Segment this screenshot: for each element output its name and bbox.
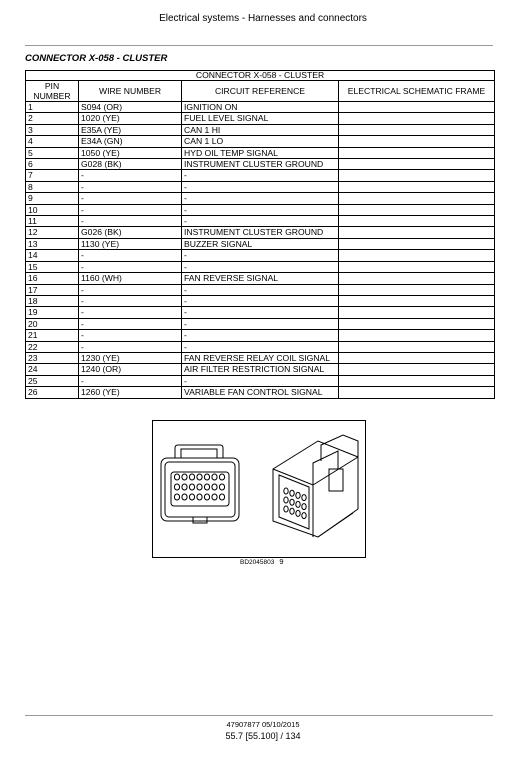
schematic-frame-cell	[339, 147, 495, 158]
schematic-frame-cell	[339, 204, 495, 215]
pin-number-cell: 12	[26, 227, 79, 238]
schematic-frame-cell	[339, 102, 495, 113]
circuit-reference-cell: -	[182, 375, 339, 386]
pin-cavity	[182, 494, 187, 500]
table-row	[26, 273, 495, 284]
pin-cavity	[290, 508, 294, 514]
table-row	[26, 375, 495, 386]
pin-cavity	[189, 484, 194, 490]
circuit-reference-cell: IGNITION ON	[182, 102, 339, 113]
table-row	[26, 159, 495, 170]
wire-number-cell: S094 (OR)	[79, 102, 182, 113]
column-header-wire-number: WIRE NUMBER	[79, 81, 182, 102]
wire-number-cell: -	[79, 170, 182, 181]
pin-cavity	[189, 494, 194, 500]
schematic-frame-cell	[339, 330, 495, 341]
circuit-reference-cell: -	[182, 307, 339, 318]
pin-cavity	[284, 506, 288, 512]
circuit-reference-cell: INSTRUMENT CLUSTER GROUND	[182, 159, 339, 170]
pin-cavity	[284, 488, 288, 494]
wire-number-cell: G026 (BK)	[79, 227, 182, 238]
table-row	[26, 147, 495, 158]
pin-number-cell: 10	[26, 204, 79, 215]
pin-cavity	[197, 484, 202, 490]
pin-number-cell: 26	[26, 387, 79, 398]
schematic-frame-cell	[339, 238, 495, 249]
wire-number-cell: -	[79, 250, 182, 261]
pin-number-cell: 7	[26, 170, 79, 181]
circuit-reference-cell: AIR FILTER RESTRICTION SIGNAL	[182, 364, 339, 375]
connector-isometric-view	[273, 435, 358, 537]
wire-number-cell: 1020 (YE)	[79, 113, 182, 124]
connector-front-view	[161, 445, 239, 523]
pin-cavity	[204, 484, 209, 490]
schematic-frame-cell	[339, 273, 495, 284]
wire-number-cell: 1230 (YE)	[79, 352, 182, 363]
pin-cavity	[219, 494, 224, 500]
pin-cavity	[302, 504, 306, 510]
circuit-reference-cell: BUZZER SIGNAL	[182, 238, 339, 249]
wire-number-cell: -	[79, 261, 182, 272]
pin-number-cell: 21	[26, 330, 79, 341]
pin-cavity	[212, 494, 217, 500]
table-row	[26, 193, 495, 204]
connector-pin-table	[25, 70, 495, 399]
pin-number-cell: 18	[26, 295, 79, 306]
wire-number-cell: E34A (GN)	[79, 136, 182, 147]
page-header: Electrical systems - Harnesses and connectors	[159, 13, 367, 24]
pin-cavity	[290, 499, 294, 505]
pin-number-cell: 19	[26, 307, 79, 318]
circuit-reference-cell: HYD OIL TEMP SIGNAL	[182, 147, 339, 158]
circuit-reference-cell: -	[182, 216, 339, 227]
pin-cavity	[302, 495, 306, 501]
circuit-reference-cell: FAN REVERSE RELAY COIL SIGNAL	[182, 352, 339, 363]
connector-illustration	[153, 421, 365, 557]
circuit-reference-cell: FUEL LEVEL SIGNAL	[182, 113, 339, 124]
section-title: CONNECTOR X-058 - CLUSTER	[25, 53, 168, 64]
pin-cavity	[296, 492, 300, 498]
figure-caption	[240, 557, 284, 566]
figure-id: BD2045803	[240, 559, 275, 566]
table-row	[26, 250, 495, 261]
footer-rule	[25, 715, 493, 716]
table-row	[26, 364, 495, 375]
wire-number-cell: 1260 (YE)	[79, 387, 182, 398]
pin-cavity	[204, 474, 209, 480]
column-header-schematic-frame: ELECTRICAL SCHEMATIC FRAME	[339, 81, 495, 102]
table-row	[26, 124, 495, 135]
wire-number-cell: -	[79, 216, 182, 227]
schematic-frame-cell	[339, 352, 495, 363]
circuit-reference-cell: -	[182, 193, 339, 204]
table-row	[26, 170, 495, 181]
pin-cavity	[302, 513, 306, 519]
column-header-circuit-reference: CIRCUIT REFERENCE	[182, 81, 339, 102]
table-row	[26, 307, 495, 318]
wire-number-cell: -	[79, 284, 182, 295]
circuit-reference-cell: -	[182, 295, 339, 306]
table-title: CONNECTOR X-058 - CLUSTER	[26, 71, 495, 81]
schematic-frame-cell	[339, 284, 495, 295]
wire-number-cell: -	[79, 341, 182, 352]
table-row	[26, 284, 495, 295]
wire-number-cell: 1240 (OR)	[79, 364, 182, 375]
circuit-reference-cell: INSTRUMENT CLUSTER GROUND	[182, 227, 339, 238]
pin-cavity	[296, 510, 300, 516]
circuit-reference-cell: CAN 1 HI	[182, 124, 339, 135]
wire-number-cell: -	[79, 375, 182, 386]
schematic-frame-cell	[339, 159, 495, 170]
pin-number-cell: 20	[26, 318, 79, 329]
circuit-reference-cell: -	[182, 261, 339, 272]
schematic-frame-cell	[339, 341, 495, 352]
wire-number-cell: -	[79, 204, 182, 215]
schematic-frame-cell	[339, 375, 495, 386]
pin-number-cell: 4	[26, 136, 79, 147]
pin-cavity	[174, 484, 179, 490]
schematic-frame-cell	[339, 295, 495, 306]
circuit-reference-cell: -	[182, 330, 339, 341]
pin-cavity	[219, 484, 224, 490]
pin-number-cell: 9	[26, 193, 79, 204]
footer-doc-line: 47907877 05/10/2015	[226, 720, 300, 729]
schematic-frame-cell	[339, 113, 495, 124]
pin-number-cell: 15	[26, 261, 79, 272]
pin-number-cell: 16	[26, 273, 79, 284]
table-row	[26, 261, 495, 272]
header-rule	[25, 45, 493, 46]
schematic-frame-cell	[339, 193, 495, 204]
pin-number-cell: 25	[26, 375, 79, 386]
footer-page-line: 55.7 [55.100] / 134	[225, 731, 301, 741]
table-row	[26, 113, 495, 124]
circuit-reference-cell: CAN 1 LO	[182, 136, 339, 147]
pin-cavity	[212, 474, 217, 480]
circuit-reference-cell: -	[182, 181, 339, 192]
table-row	[26, 204, 495, 215]
wire-number-cell: -	[79, 330, 182, 341]
wire-number-cell: -	[79, 318, 182, 329]
column-header-pin-number: PIN NUMBER	[26, 81, 79, 102]
pin-cavity	[290, 490, 294, 496]
pin-cavity	[219, 474, 224, 480]
wire-number-cell: -	[79, 193, 182, 204]
schematic-frame-cell	[339, 227, 495, 238]
circuit-reference-cell: -	[182, 284, 339, 295]
table-body	[26, 102, 495, 399]
schematic-frame-cell	[339, 216, 495, 227]
schematic-frame-cell	[339, 250, 495, 261]
pin-number-cell: 11	[26, 216, 79, 227]
pin-number-cell: 22	[26, 341, 79, 352]
wire-number-cell: E35A (YE)	[79, 124, 182, 135]
table-row	[26, 387, 495, 398]
schematic-frame-cell	[339, 318, 495, 329]
circuit-reference-cell: FAN REVERSE SIGNAL	[182, 273, 339, 284]
pin-number-cell: 3	[26, 124, 79, 135]
wire-number-cell: -	[79, 307, 182, 318]
pin-cavity	[197, 474, 202, 480]
table-row	[26, 295, 495, 306]
table-row	[26, 181, 495, 192]
pin-number-cell: 5	[26, 147, 79, 158]
pin-number-cell: 1	[26, 102, 79, 113]
wire-number-cell: -	[79, 181, 182, 192]
pin-cavity	[182, 474, 187, 480]
pin-cavity	[189, 474, 194, 480]
table-row	[26, 330, 495, 341]
pin-number-cell: 8	[26, 181, 79, 192]
pin-number-cell: 6	[26, 159, 79, 170]
pin-number-cell: 2	[26, 113, 79, 124]
wire-number-cell: G028 (BK)	[79, 159, 182, 170]
schematic-frame-cell	[339, 261, 495, 272]
connector-figure	[152, 420, 366, 558]
wire-number-cell: 1130 (YE)	[79, 238, 182, 249]
circuit-reference-cell: -	[182, 204, 339, 215]
pin-number-cell: 23	[26, 352, 79, 363]
pin-cavity	[182, 484, 187, 490]
table-row	[26, 136, 495, 147]
schematic-frame-cell	[339, 136, 495, 147]
schematic-frame-cell	[339, 387, 495, 398]
pin-cavity	[284, 497, 288, 503]
pin-number-cell: 24	[26, 364, 79, 375]
pin-cavity	[212, 484, 217, 490]
pin-cavity	[174, 494, 179, 500]
pin-cavity	[197, 494, 202, 500]
pin-cavity	[296, 501, 300, 507]
wire-number-cell: -	[79, 295, 182, 306]
schematic-frame-cell	[339, 181, 495, 192]
pin-cavity	[204, 494, 209, 500]
table-row	[26, 341, 495, 352]
figure-number: 9	[279, 557, 284, 566]
circuit-reference-cell: -	[182, 318, 339, 329]
table-row	[26, 352, 495, 363]
schematic-frame-cell	[339, 124, 495, 135]
pin-number-cell: 13	[26, 238, 79, 249]
table-row	[26, 102, 495, 113]
schematic-frame-cell	[339, 307, 495, 318]
circuit-reference-cell: -	[182, 341, 339, 352]
table-row	[26, 238, 495, 249]
pin-number-cell: 14	[26, 250, 79, 261]
pin-cavity	[174, 474, 179, 480]
schematic-frame-cell	[339, 170, 495, 181]
table-row	[26, 227, 495, 238]
schematic-frame-cell	[339, 364, 495, 375]
circuit-reference-cell: VARIABLE FAN CONTROL SIGNAL	[182, 387, 339, 398]
wire-number-cell: 1160 (WH)	[79, 273, 182, 284]
circuit-reference-cell: -	[182, 170, 339, 181]
circuit-reference-cell: -	[182, 250, 339, 261]
pin-number-cell: 17	[26, 284, 79, 295]
wire-number-cell: 1050 (YE)	[79, 147, 182, 158]
table-row	[26, 216, 495, 227]
table-row	[26, 318, 495, 329]
